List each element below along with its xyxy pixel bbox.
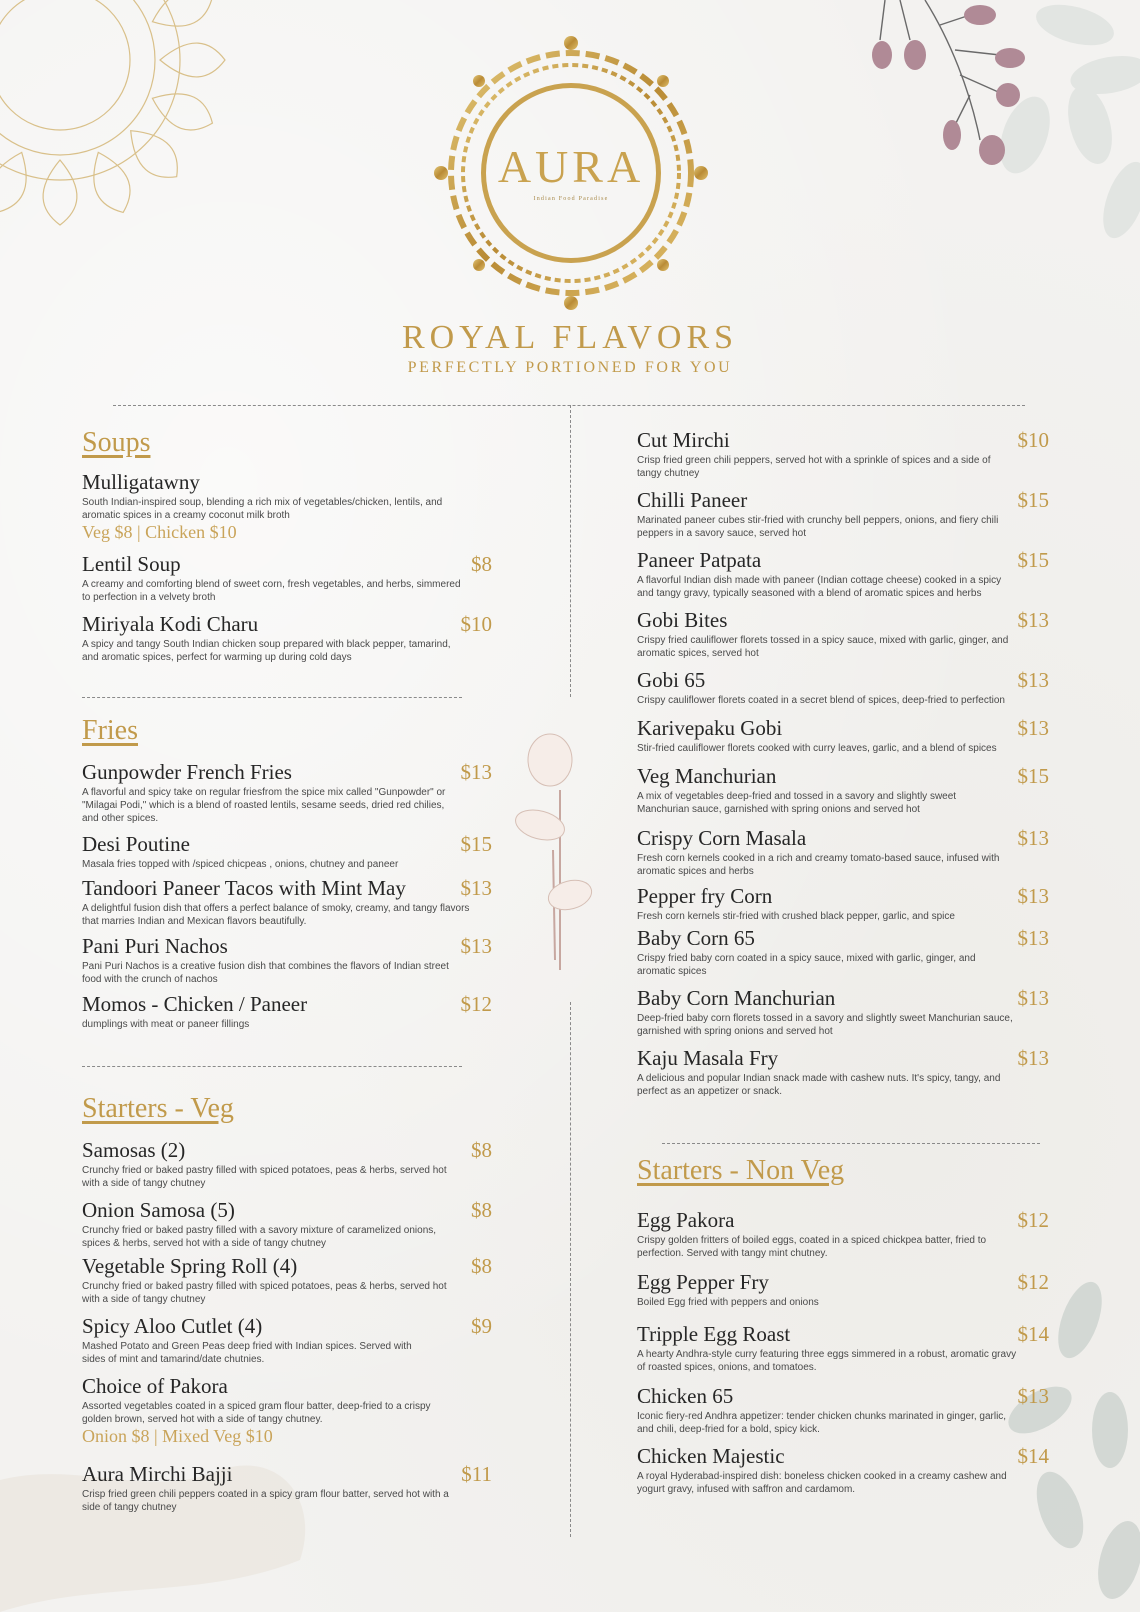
menu-item — [637, 1270, 1049, 1309]
item-desc: Crunchy fried or baked pastry filled with spiced potatoes, peas & herbs, served hot with a side of tangy chutney — [82, 1281, 447, 1306]
item-price: $13 — [1017, 716, 1049, 740]
item-desc: Marinated paneer cubes stir-fried with crunchy bell peppers, onions, and fiery chili peppers in a savory sauce, served hot — [637, 515, 999, 540]
item-name: Tandoori Paneer Tacos with Mint May — [82, 876, 406, 900]
menu-item — [637, 884, 1049, 923]
item-price: $10 — [460, 612, 492, 636]
item-variant-prices: Veg $8 | Chicken $10 — [82, 522, 237, 543]
item-desc: Stir-fried cauliflower florets cooked with curry leaves, garlic, and a blend of spices — [637, 743, 997, 755]
item-price: $11 — [461, 1462, 492, 1486]
item-price: $13 — [1017, 986, 1049, 1010]
menu-item — [82, 1462, 492, 1514]
menu-item — [82, 832, 492, 871]
item-name: Gunpowder French Fries — [82, 760, 292, 784]
item-name: Paneer Patpata — [637, 548, 762, 572]
item-price: $14 — [1017, 1322, 1049, 1346]
section-title-starters-veg: Starters - Veg — [82, 1093, 234, 1124]
item-price: $12 — [460, 992, 492, 1016]
lily-decoration-icon — [515, 730, 595, 970]
center-divider-top — [570, 405, 571, 697]
menu-item — [82, 552, 492, 604]
item-desc: Crisp fried green chili peppers coated in a spicy gram flour batter, served hot with a side of tangy chutney — [82, 1489, 449, 1514]
item-name: Chicken Majestic — [637, 1444, 785, 1468]
soups-fries-divider — [82, 697, 462, 698]
item-name: Baby Corn Manchurian — [637, 986, 836, 1010]
menu-item — [637, 1046, 1049, 1098]
item-desc: Assorted vegetables coated in a spiced gram flour batter, deep-fried to a crispy golden brown, served hot with a side of tangy chutney. — [82, 1401, 431, 1426]
item-price: $13 — [460, 934, 492, 958]
menu-item — [82, 760, 492, 825]
item-price: $8 — [471, 1254, 492, 1278]
menu-item — [82, 1138, 492, 1190]
item-name: Pepper fry Corn — [637, 884, 773, 908]
item-name: Egg Pepper Fry — [637, 1270, 769, 1294]
item-name: Tripple Egg Roast — [637, 1322, 791, 1346]
logo-text: AURA — [497, 141, 645, 192]
item-desc: A flavorful and spicy take on regular friesfrom the spice mix called "Gunpowder" or "Milagai Podi," which is a blend of roasted lentils, sesame seeds, dried red chilies, and other spices. — [82, 787, 446, 825]
menu-item — [637, 668, 1049, 707]
item-name: Karivepaku Gobi — [637, 716, 783, 740]
item-name: Aura Mirchi Bajji — [82, 1462, 233, 1486]
item-desc: Crispy fried baby corn coated in a spicy sauce, mixed with garlic, ginger, and aromatic spices — [637, 953, 976, 978]
item-name: Miriyala Kodi Charu — [82, 612, 259, 636]
menu-item — [637, 428, 1049, 480]
item-name: Spicy Aloo Cutlet (4) — [82, 1314, 263, 1338]
item-desc: Crispy golden fritters of boiled eggs, coated in a spiced chickpea batter, fried to perfection. Served with tangy mint chutney. — [637, 1235, 987, 1260]
item-variant-prices: Onion $8 | Mixed Veg $10 — [82, 1426, 273, 1447]
item-name: Vegetable Spring Roll (4) — [82, 1254, 298, 1278]
item-name: Cut Mirchi — [637, 428, 730, 452]
item-desc: Mashed Potato and Green Peas deep fried with Indian spices. Served with sides of mint and tamarind/date chutnies. — [82, 1341, 412, 1366]
item-name: Pani Puri Nachos — [82, 934, 228, 958]
menu-item — [637, 716, 1049, 755]
section-title-starters-non-veg: Starters - Non Veg — [637, 1155, 845, 1186]
menu-item — [637, 926, 1049, 978]
item-desc: Iconic fiery-red Andhra appetizer: tender chicken chunks marinated in ginger, garlic, and chili, deep-fried for a bold, spicy kick. — [637, 1411, 1007, 1436]
item-name: Kaju Masala Fry — [637, 1046, 779, 1070]
nonveg-divider — [662, 1143, 1040, 1144]
top-divider — [113, 405, 1025, 406]
item-price: $13 — [1017, 926, 1049, 950]
center-divider-bottom — [570, 1002, 571, 1537]
logo-tagline: Indian Food Paradise — [533, 196, 609, 202]
item-desc: A creamy and comforting blend of sweet corn, fresh vegetables, and herbs, simmered to perfection in a velvety broth — [82, 579, 461, 604]
menu-item — [637, 1322, 1049, 1374]
menu-item — [82, 1374, 492, 1447]
item-desc: Crispy fried cauliflower florets tossed in a spicy sauce, mixed with garlic, ginger, and aromatic spices, served hot — [637, 635, 1009, 660]
item-desc: Pani Puri Nachos is a creative fusion dish that combines the flavors of Indian street food with the crunch of nachos — [82, 961, 449, 986]
menu-title: ROYAL FLAVORS — [401, 319, 739, 356]
menu-item — [637, 826, 1049, 878]
item-price: $10 — [1017, 428, 1049, 452]
item-desc: A delightful fusion dish that offers a perfect balance of smoky, creamy, and tangy flavors that marries Indian and Mexican flavors beautifully. — [82, 903, 470, 928]
item-price: $12 — [1017, 1208, 1049, 1232]
item-price: $13 — [460, 760, 492, 784]
item-desc: Deep-fried baby corn florets tossed in a savory and slightly sweet Manchurian sauce, garnished with spring onions and served hot — [637, 1013, 1013, 1038]
item-desc: A hearty Andhra-style curry featuring three eggs simmered in a robust, aromatic gravy of roasted spices, onions, and tomatoes. — [637, 1349, 1017, 1374]
menu-item — [82, 1198, 492, 1250]
item-name: Gobi 65 — [637, 668, 706, 692]
item-desc: A royal Hyderabad-inspired dish: boneless chicken cooked in a creamy cashew and yogurt gravy, infused with saffron and cardamom. — [637, 1471, 1007, 1496]
item-desc: A spicy and tangy South Indian chicken soup prepared with black pepper, tamarind, and aromatic spices, perfect for warming up during cold days — [82, 639, 451, 664]
item-price: $8 — [471, 552, 492, 576]
item-price: $13 — [460, 876, 492, 900]
item-desc: Boiled Egg fried with peppers and onions — [637, 1297, 819, 1309]
item-price: $15 — [1017, 488, 1049, 512]
menu-item — [637, 1208, 1049, 1260]
item-price: $13 — [1017, 668, 1049, 692]
item-name: Baby Corn 65 — [637, 926, 755, 950]
item-name: Momos - Chicken / Paneer — [82, 992, 308, 1016]
section-title-fries: Fries — [82, 715, 138, 746]
item-desc: Fresh corn kernels cooked in a rich and creamy tomato-based sauce, infused with aromatic spices and herbs — [637, 853, 1000, 878]
aura-logo — [433, 33, 709, 313]
item-name: Onion Samosa (5) — [82, 1198, 235, 1222]
menu-item — [82, 1254, 492, 1306]
item-name: Chilli Paneer — [637, 488, 748, 512]
item-desc: South Indian-inspired soup, blending a rich mix of vegetables/chicken, lentils, and aromatic spices in a creamy coconut milk broth — [82, 497, 443, 522]
menu-item — [82, 612, 492, 664]
item-desc: Fresh corn kernels stir-fried with crushed black pepper, garlic, and spice — [637, 911, 955, 923]
item-price: $12 — [1017, 1270, 1049, 1294]
fries-starters-divider — [82, 1066, 462, 1067]
menu-item — [82, 934, 492, 986]
menu-item — [82, 470, 492, 543]
item-name: Egg Pakora — [637, 1208, 735, 1232]
item-price: $13 — [1017, 884, 1049, 908]
item-price: $8 — [471, 1198, 492, 1222]
item-price: $8 — [471, 1138, 492, 1162]
item-name: Crispy Corn Masala — [637, 826, 807, 850]
item-name: Chicken 65 — [637, 1384, 734, 1408]
logo-inner-ring — [481, 83, 661, 263]
item-desc: A flavorful Indian dish made with paneer (Indian cottage cheese) cooked in a spicy and tangy gravy, typically seasoned with a blend of aromatic spices and herbs — [637, 575, 1002, 600]
menu-subtitle: PERFECTLY PORTIONED FOR YOU — [407, 359, 733, 376]
item-desc: Masala fries topped with /spiced chicpeas , onions, chutney and paneer — [82, 859, 399, 871]
item-price: $13 — [1017, 608, 1049, 632]
item-desc: A mix of vegetables deep-fried and tossed in a savory and slightly sweet Manchurian sauce, garnished with spring onions and served hot — [637, 791, 957, 816]
menu-item — [637, 1444, 1049, 1496]
item-price: $9 — [471, 1314, 492, 1338]
item-price: $13 — [1017, 1384, 1049, 1408]
berry-branch-decoration-icon — [840, 0, 1140, 250]
item-desc: Crunchy fried or baked pastry filled with spiced potatoes, peas & herbs, served hot with a side of tangy chutney — [82, 1165, 447, 1190]
item-name: Desi Poutine — [82, 832, 190, 856]
item-desc: dumplings with meat or paneer fillings — [82, 1019, 250, 1031]
item-name: Lentil Soup — [82, 552, 181, 576]
menu-item — [637, 986, 1049, 1038]
item-price: $13 — [1017, 1046, 1049, 1070]
item-desc: Crispy cauliflower florets coated in a secret blend of spices, deep-fried to perfection — [637, 695, 1005, 707]
mandala-decoration-icon — [0, 0, 230, 240]
menu-item — [637, 764, 1049, 816]
item-name: Mulligatawny — [82, 470, 200, 494]
item-price: $15 — [1017, 548, 1049, 572]
item-desc: A delicious and popular Indian snack made with cashew nuts. It's spicy, tangy, and perfect as an appetizer or snack. — [637, 1073, 1001, 1098]
item-price: $15 — [460, 832, 492, 856]
menu-item — [82, 876, 492, 928]
menu-item — [637, 488, 1049, 540]
item-price: $15 — [1017, 764, 1049, 788]
item-price: $14 — [1017, 1444, 1049, 1468]
section-title-soups: Soups — [82, 427, 151, 458]
item-price: $13 — [1017, 826, 1049, 850]
menu-item — [82, 1314, 492, 1366]
menu-item — [82, 992, 492, 1031]
item-desc: Crisp fried green chili peppers, served hot with a sprinkle of spices and a side of tangy chutney — [637, 455, 991, 480]
item-name: Gobi Bites — [637, 608, 728, 632]
item-name: Samosas (2) — [82, 1138, 186, 1162]
menu-item — [637, 1384, 1049, 1436]
item-name: Veg Manchurian — [637, 764, 777, 788]
item-desc: Crunchy fried or baked pastry filled with a savory mixture of caramelized onions, spices & herbs, served hot with a side of tangy chutney — [82, 1225, 437, 1250]
menu-item — [637, 608, 1049, 660]
menu-item — [637, 548, 1049, 600]
item-name: Choice of Pakora — [82, 1374, 228, 1398]
